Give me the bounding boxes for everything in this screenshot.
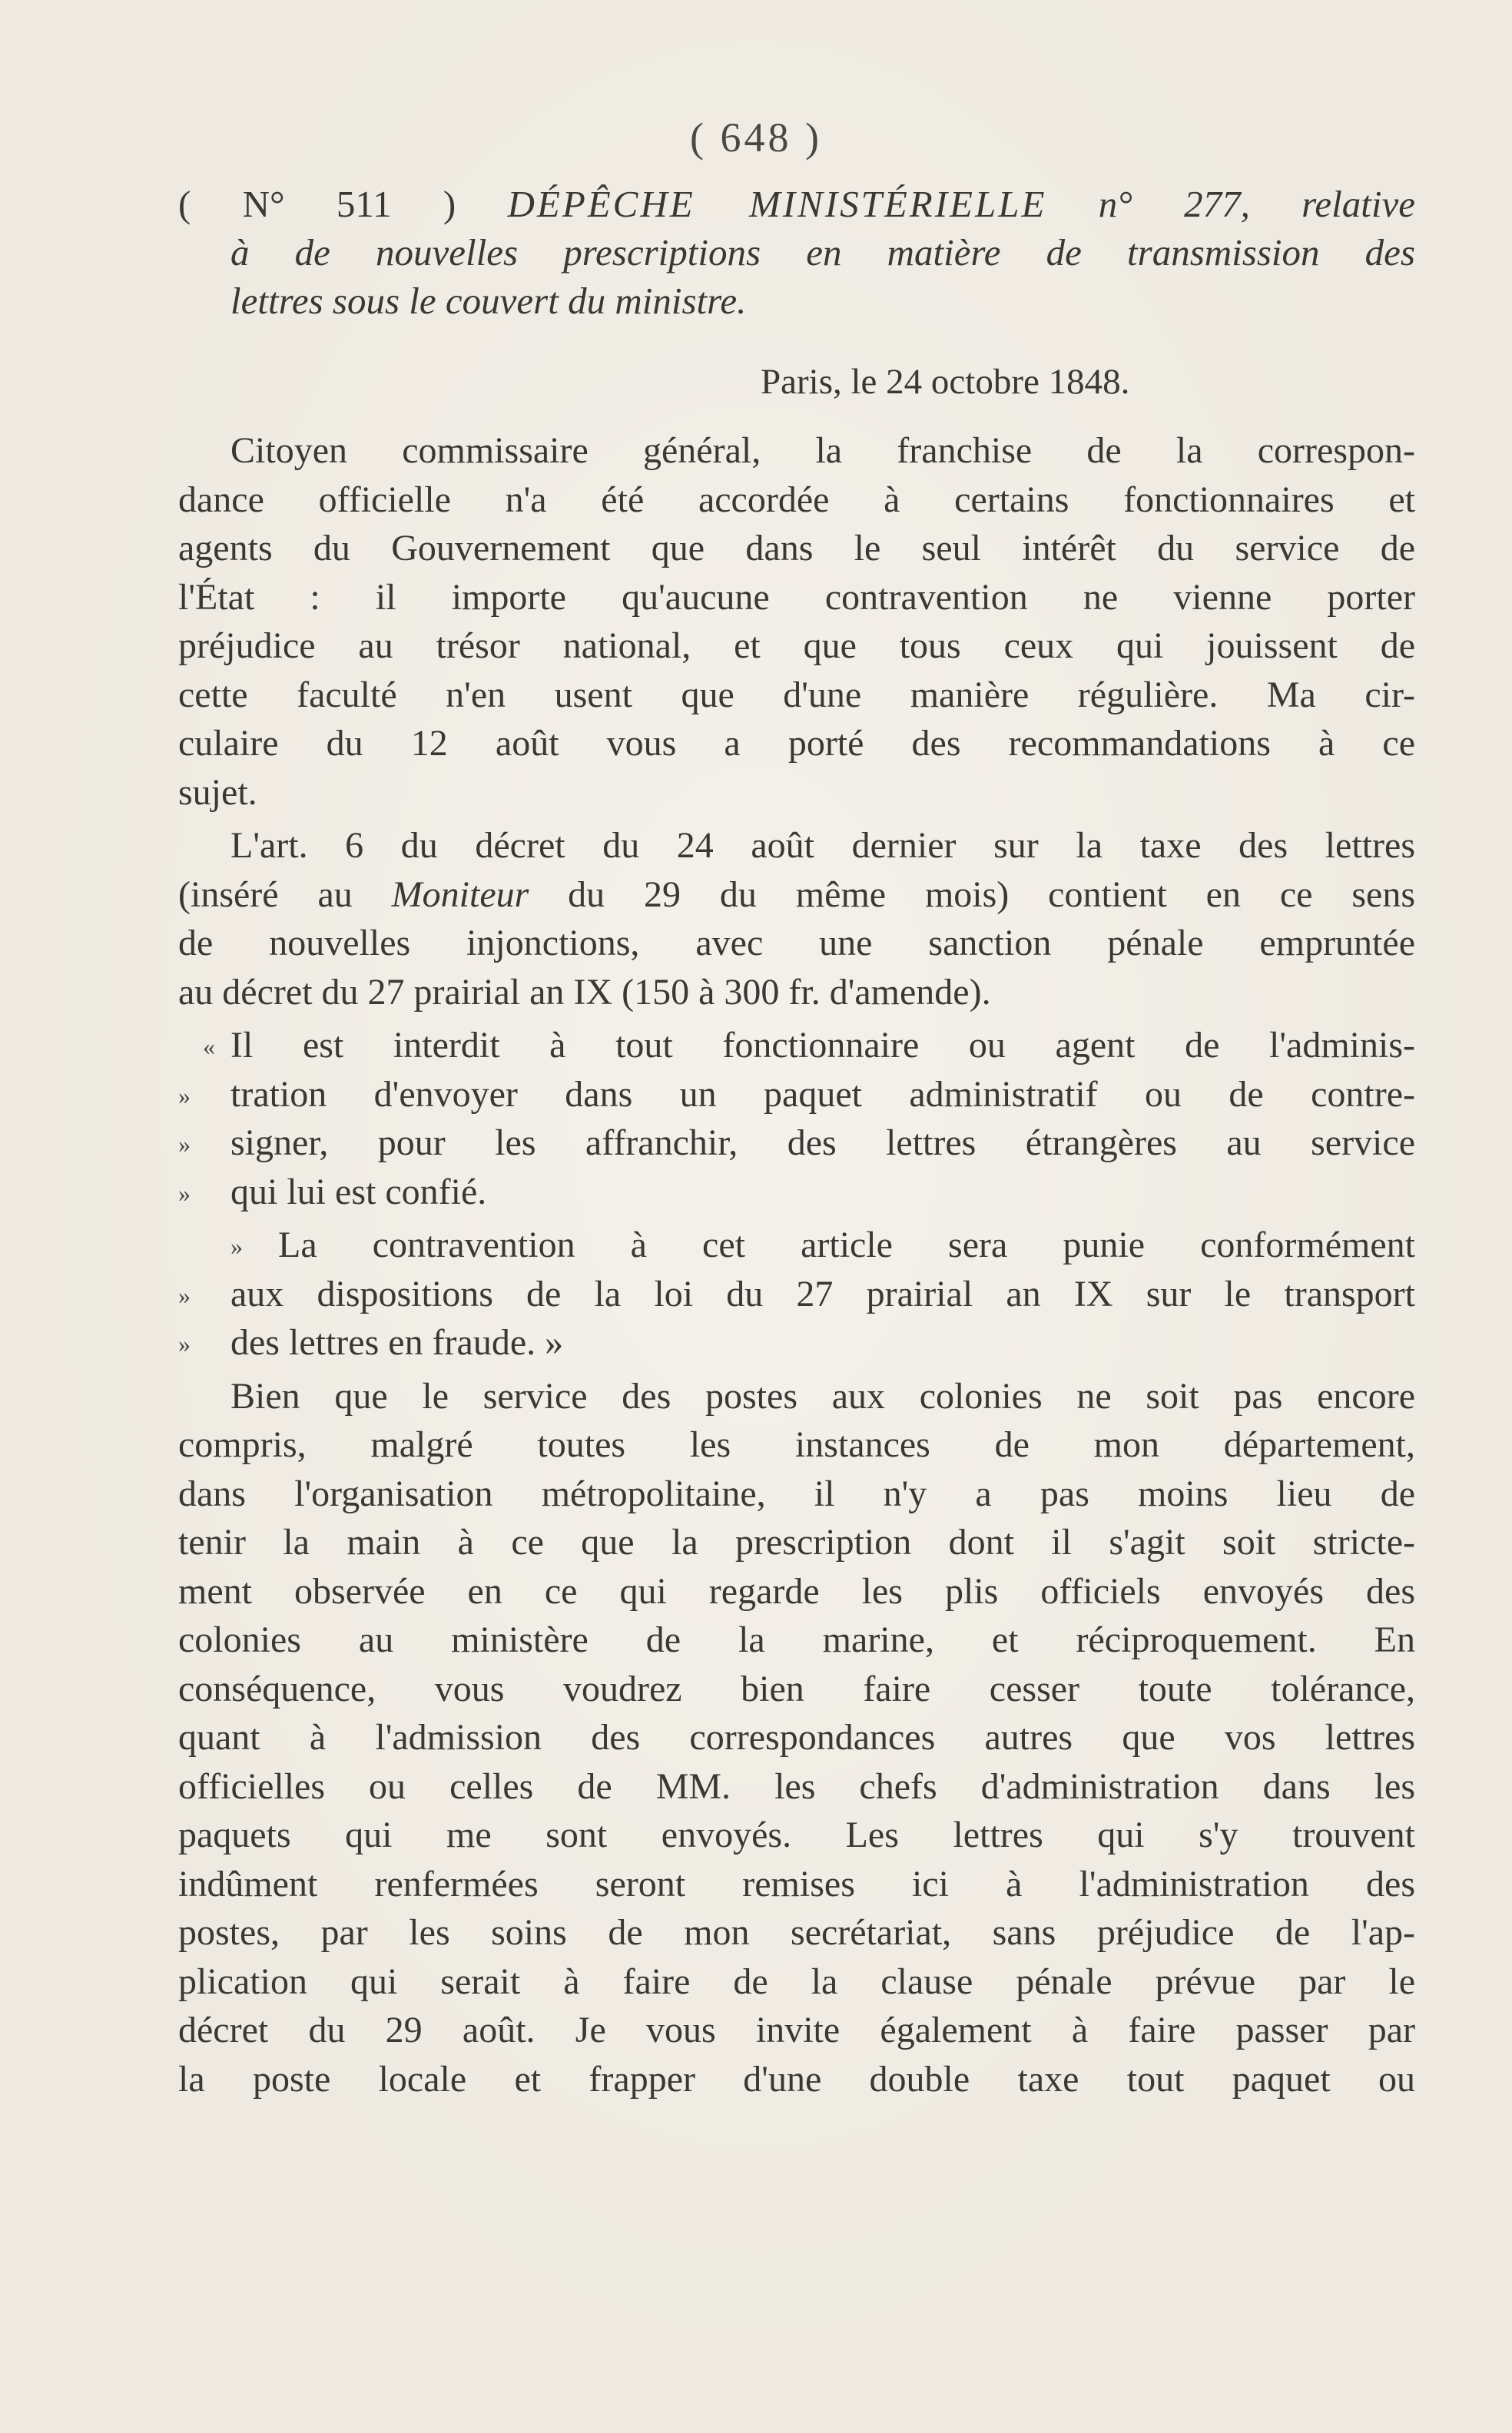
paragraph-2: [178, 821, 1415, 1016]
paragraph-text: du 29 du même mois) contient en ce sens: [529, 873, 1415, 915]
heading-line-3: lettres sous le couvert du ministre.: [230, 280, 747, 322]
paragraph-line: au décret du 27 prairial an IX (150 à 300 fr. d'amende).: [178, 971, 991, 1013]
heading-line-1-rest: n° 277, relative: [1098, 183, 1415, 225]
quote-mark: »: [230, 1232, 243, 1260]
paragraph-line: tenir la main à ce que la prescription dont il s'agit soit stricte-: [178, 1522, 1415, 1563]
paragraph-line: de nouvelles injonctions, avec une sanction pénale empruntée: [178, 923, 1415, 963]
page-number: ( 648 ): [690, 114, 822, 161]
quote-mark: »: [178, 1130, 191, 1158]
paragraph-line: postes, par les soins de mon secrétariat, sans préjudice de l'ap-: [178, 1912, 1415, 1953]
paragraph-line: dans l'organisation métropolitaine, il n'y a pas moins lieu de: [178, 1473, 1415, 1514]
quote-text: qui lui est confié.: [230, 1171, 487, 1212]
quote-mark: «: [203, 1033, 215, 1060]
paragraph-line: compris, malgré toutes les instances de mon département,: [178, 1424, 1415, 1465]
document-number: ( N° 511 ): [178, 183, 456, 225]
paragraph-line: conséquence, vous voudrez bien faire cesser toute tolérance,: [178, 1668, 1415, 1709]
paragraph-line: décret du 29 août. Je vous invite également à faire passer par: [178, 2010, 1415, 2050]
quote-mark: »: [178, 1281, 191, 1309]
quote-text: tration d'envoyer dans un paquet administratif ou de contre-: [230, 1073, 1415, 1115]
paragraph-line: Citoyen commissaire général, la franchise de la correspon-: [230, 430, 1415, 471]
paragraph-line: Bien que le service des postes aux colonies ne soit pas encore: [230, 1375, 1415, 1417]
quote-line: [178, 1221, 1415, 1270]
quoted-article-part-2: [178, 1221, 1415, 1367]
quote-line: [178, 1119, 1415, 1168]
paragraph-line: agents du Gouvernement que dans le seul intérêt du service de: [178, 528, 1415, 568]
dateline: Paris, le 24 octobre 1848.: [761, 362, 1130, 402]
heading-line-1: [178, 180, 1415, 228]
quote-text: Il est interdit à tout fonctionnaire ou agent de l'adminis-: [230, 1025, 1415, 1066]
quote-line: [178, 1168, 1415, 1217]
quote-text: La contravention à cet article sera punie conformément: [278, 1225, 1415, 1265]
paragraph-line: l'État : il importe qu'aucune contravention ne vienne porter: [178, 576, 1415, 618]
paragraph-line: paquets qui me sont envoyés. Les lettres qui s'y trouvent: [178, 1815, 1415, 1855]
paragraph-line: ment observée en ce qui regarde les plis officiels envoyés des: [178, 1570, 1415, 1612]
paragraph-line: sujet.: [178, 771, 257, 813]
quote-line: [178, 1270, 1415, 1319]
quote-line: [178, 1070, 1415, 1119]
paragraph-text: (inséré au: [178, 873, 392, 915]
quote-mark: »: [178, 1081, 191, 1109]
document-heading: [178, 180, 1415, 325]
quote-line: [178, 1318, 1415, 1367]
quote-text: des lettres en fraude. »: [230, 1322, 564, 1363]
document-title: DÉPÊCHE MINISTÉRIELLE: [507, 183, 1047, 225]
heading-line-2: à de nouvelles prescriptions en matière de transmission des: [230, 231, 1415, 273]
quote-line: [178, 1021, 1415, 1070]
quote-mark: »: [178, 1330, 191, 1357]
publication-name: Moniteur: [391, 873, 529, 915]
quote-text: signer, pour les affranchir, des lettres étrangères au service: [230, 1122, 1415, 1163]
paragraph-1: [178, 426, 1415, 817]
quote-text: aux dispositions de la loi du 27 prairial an IX sur le transport: [230, 1273, 1415, 1314]
paragraph-line: L'art. 6 du décret du 24 août dernier sur la taxe des lettres: [230, 825, 1415, 866]
paragraph-line: indûment renfermées seront remises ici à l'administration des: [178, 1863, 1415, 1904]
paragraph-line: officielles ou celles de MM. les chefs d'administration dans les: [178, 1765, 1415, 1807]
paragraph-line: plication qui serait à faire de la clause pénale prévue par le: [178, 1961, 1415, 2002]
paragraph-line: quant à l'admission des correspondances autres que vos lettres: [178, 1717, 1415, 1758]
paragraph-line: préjudice au trésor national, et que tous ceux qui jouissent de: [178, 625, 1415, 666]
paragraph-line: colonies au ministère de la marine, et réciproquement. En: [178, 1619, 1415, 1660]
quote-mark: »: [178, 1178, 191, 1207]
paragraph-3: [178, 1372, 1415, 2104]
paragraph-line: cette faculté n'en usent que d'une manière régulière. Ma cir-: [178, 674, 1415, 715]
paragraph-line: culaire du 12 août vous a porté des recommandations à ce: [178, 723, 1415, 764]
paragraph-line: [178, 870, 1415, 920]
paragraph-line: la poste locale et frapper d'une double taxe tout paquet ou: [178, 2058, 1415, 2100]
quoted-article-part-1: [178, 1021, 1415, 1216]
paragraph-line: dance officielle n'a été accordée à certains fonctionnaires et: [178, 479, 1415, 520]
letter-body: [178, 426, 1415, 2103]
